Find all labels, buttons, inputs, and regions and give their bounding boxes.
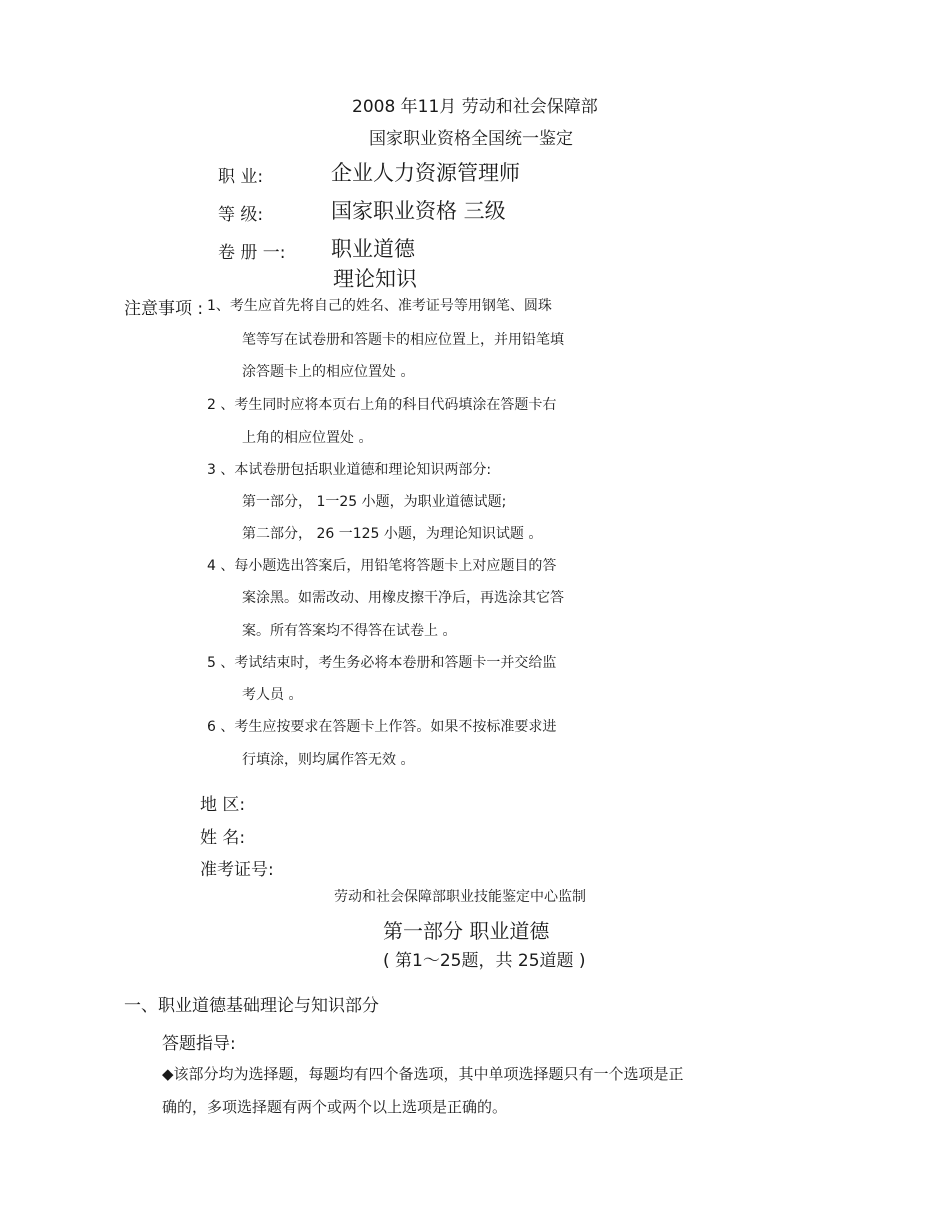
- note-line: 2 、考生同时应将本页右上角的科目代码填涂在答题卡右: [207, 397, 557, 413]
- guide-label: 答题指导:: [162, 1034, 236, 1054]
- guide-text-line1: ◆该部分均为选择题，每题均有四个备选项，其中单项选择题只有一个选项是正: [162, 1065, 684, 1083]
- level-label: 等 级:: [218, 205, 264, 225]
- exam-id-field-label: 准考证号:: [200, 860, 274, 880]
- note-line: 上角的相应位置处 。: [242, 430, 373, 446]
- occupation-label: 职 业:: [218, 167, 264, 187]
- notes-label: 注意事项 :: [124, 299, 204, 319]
- note-line: 3 、本试卷册包括职业道德和理论知识两部分:: [207, 462, 492, 478]
- volume-value-2: 理论知识: [333, 267, 417, 291]
- note-line: 案涂黑。如需改动、用橡皮擦干净后，再选涂其它答: [242, 590, 564, 606]
- header-exam-title: 国家职业资格全国统一鉴定: [369, 129, 573, 149]
- note-line: 涂答题卡上的相应位置处 。: [242, 364, 415, 380]
- guide-text-line2: 确的，多项选择题有两个或两个以上选项是正确的。: [162, 1098, 508, 1116]
- volume-value: 职业道德: [331, 237, 415, 261]
- note-line: 6 、考生应按要求在答题卡上作答。如果不按标准要求进: [207, 719, 557, 735]
- level-value: 国家职业资格 三级: [331, 199, 506, 223]
- note-line: 考人员 。: [242, 687, 303, 703]
- note-line: 第一部分， 1一25 小题，为职业道德试题;: [242, 494, 507, 510]
- part1-title: 第一部分 职业道德: [383, 919, 550, 943]
- header-date-org: 2008 年11月 劳动和社会保障部: [352, 97, 598, 117]
- issuer-note: 劳动和社会保障部职业技能鉴定中心监制: [334, 889, 586, 905]
- note-line: 1、考生应首先将自己的姓名、准考证号等用钢笔、圆珠: [207, 298, 552, 314]
- note-line: 4 、每小题选出答案后，用铅笔将答题卡上对应题目的答: [207, 558, 557, 574]
- part1-subtitle: ( 第1～25题，共 25道题 ): [383, 951, 586, 971]
- section1-heading: 一、职业道德基础理论与知识部分: [124, 996, 379, 1016]
- name-field-label: 姓 名:: [200, 828, 246, 848]
- note-line: 笔等写在试卷册和答题卡的相应位置上，并用铅笔填: [242, 332, 564, 348]
- note-line: 第二部分， 26 一125 小题，为理论知识试题 。: [242, 526, 543, 542]
- note-line: 5 、考试结束时，考生务必将本卷册和答题卡一并交给监: [207, 655, 557, 671]
- occupation-value: 企业人力资源管理师: [331, 161, 520, 185]
- region-field-label: 地 区:: [200, 795, 246, 815]
- note-line: 行填涂，则均属作答无效 。: [242, 752, 415, 768]
- note-line: 案。所有答案均不得答在试卷上 。: [242, 623, 457, 639]
- volume-label: 卷 册 一:: [218, 243, 286, 263]
